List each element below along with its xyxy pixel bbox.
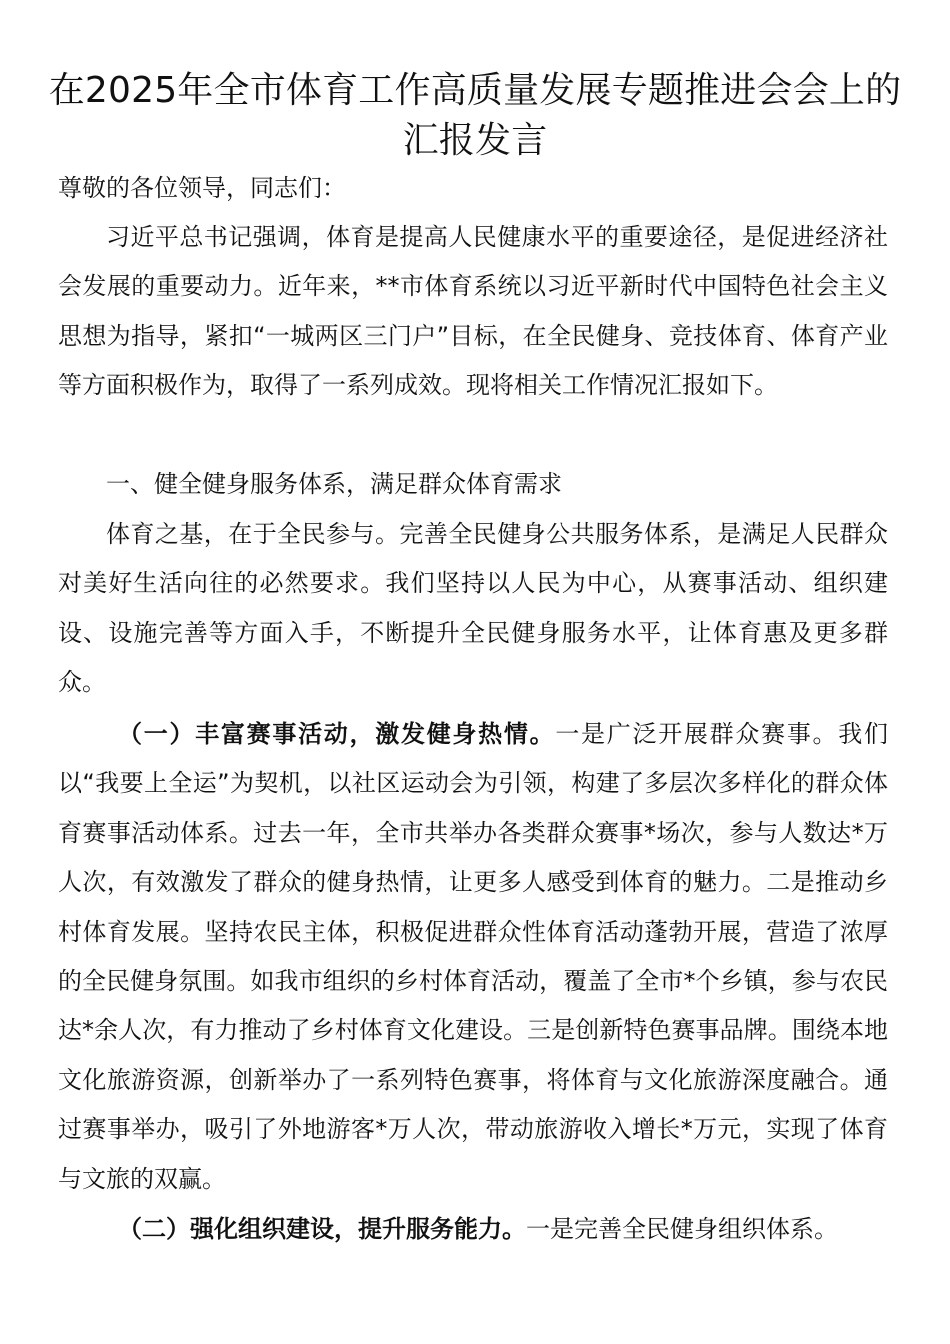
salutation: 尊敬的各位领导，同志们： (58, 174, 346, 202)
subsection-2-paragraph (58, 1205, 888, 1254)
subsection-1-body: 一是广泛开展群众赛事。我们以“我要上全运”为契机，以社区运动会为引领，构建了多层次多样化的群众体育赛事活动体系。过去一年，全市共举办各类群众赛事*场次，参与人数达*万人次，有效激发了群众的健身热情，让更多人感受到体育的魅力。二是推动乡村体育发展。坚持农民主体，积极促进群众性体育活动蓬勃开展，营造了浓厚的全民健身氛围。如我市组织的乡村体育活动，覆盖了全市*个乡镇，参与农民达*余人次，有力推动了乡村体育文化建设。三是创新特色赛事品牌。围绕本地文化旅游资源，创新举办了一系列特色赛事，将体育与文化旅游深度融合。通过赛事举办，吸引了外地游客*万人次，带动旅游收入增长*万元，实现了体育与文旅的双赢。 (58, 720, 889, 1193)
subsection-1-heading: （一）丰富赛事活动，激发健身热情。 (118, 720, 556, 748)
subsection-1-paragraph (58, 710, 888, 1204)
subsection-2-heading: （二）强化组织建设，提升服务能力。 (118, 1215, 526, 1243)
section-intro-paragraph: 体育之基，在于全民参与。完善全民健身公共服务体系，是满足人民群众对美好生活向往的必然要求。我们坚持以人民为中心，从赛事活动、组织建设、设施完善等方面入手，不断提升全民健身服务水平，让体育惠及更多群众。 (58, 520, 888, 697)
section-heading: 一、健全健身服务体系，满足群众体育需求 (106, 470, 562, 498)
intro-paragraph: 习近平总书记强调，体育是提高人民健康水平的重要途径，是促进经济社会发展的重要动力。近年来，**市体育系统以习近平新时代中国特色社会主义思想为指导，紧扣“一城两区三门户”目标，在全民健身、竞技体育、体育产业等方面积极作为，取得了一系列成效。现将相关工作情况汇报如下。 (58, 223, 888, 400)
subsection-2-body: 一是完善全民健身组织体系。 (526, 1215, 838, 1243)
document-title: 在2025年全市体育工作高质量发展专题推进会会上的汇报发言 (48, 70, 902, 161)
